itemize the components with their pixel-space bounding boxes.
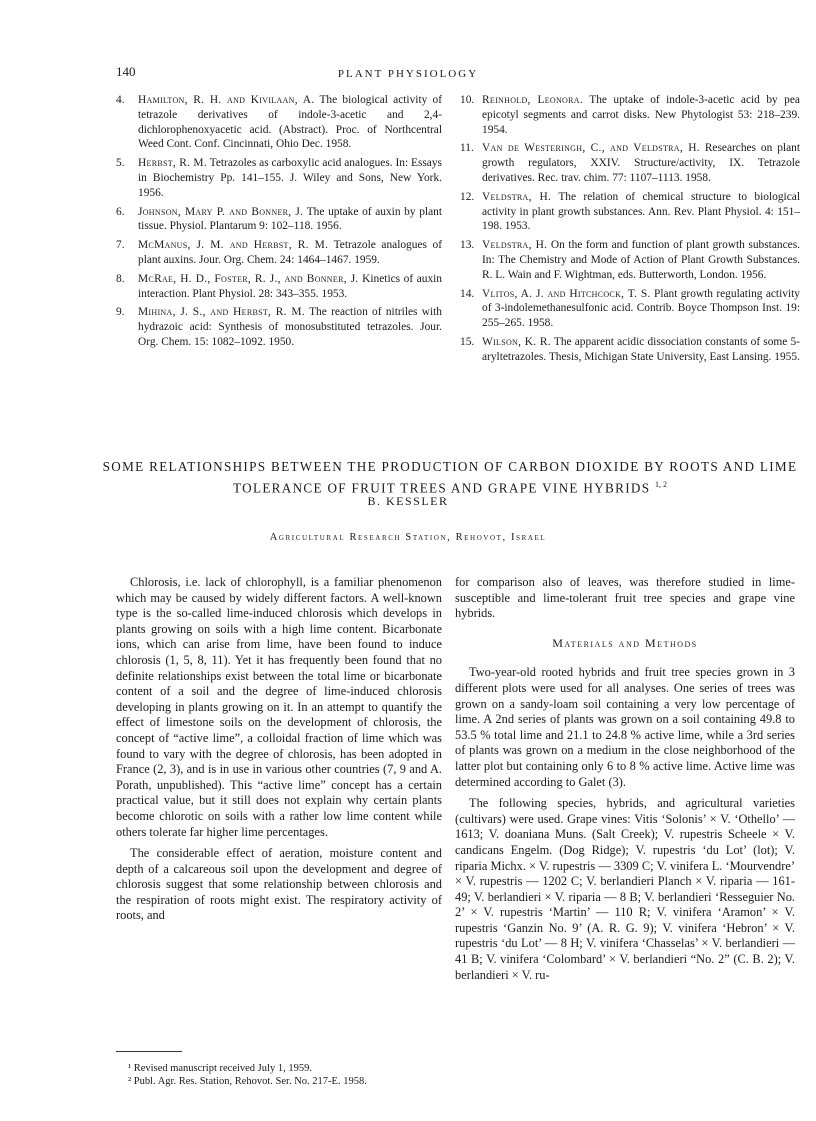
- reference-number: 13.: [460, 239, 475, 252]
- reference-item: [460, 93, 800, 137]
- reference-item: [116, 238, 442, 268]
- reference-text: Tetrazole analogues of plant auxins. Jour. Org. Chem. 24: 1464–1467. 1959.: [138, 239, 442, 266]
- reference-authors: Hamilton, R. H. and Kivilaan, A.: [138, 94, 315, 106]
- body-left-column: [116, 575, 442, 930]
- intro-paragraph-2: The considerable effect of aeration, moisture content and depth of a calcareous soil upon the development and degree of chlorosis suggest that some relationship between chlorosis and the respiration of roots might exist. The respiratory activity of roots, and: [116, 846, 442, 923]
- reference-text: The relation of chemical structure to biological activity in plant growth substances. Ann. Rev. Plant Physiol. 4: 151–198. 1953.: [482, 190, 800, 233]
- reference-text: The reaction of nitriles with hydrazoic acid: Synthesis of monosubstituted tetrazoles. Jour. Org. Chem. 15: 1082–1092. 1950.: [138, 306, 443, 348]
- reference-text: Researches on plant growth regulators, XXIV. Structure/activity, IX. Tetrazole derivatives. Rec. trav. chim. 77: 1107–1113. 1958.: [482, 142, 800, 184]
- reference-item: [460, 141, 800, 185]
- reference-text: The biological activity of tetrazole derivatives of indole-3-acetic and 2,4-dichlorophenoxyacetic acid. (Abstract). Proc. of Northcentral Weed Cont. Conf. Cincinnati, Ohio Dec. 1958.: [138, 94, 442, 151]
- reference-number: 10.: [460, 94, 475, 106]
- footnotes: [116, 1062, 442, 1088]
- reference-authors: Mihina, J. S., and Herbst, R. M.: [138, 306, 305, 319]
- methods-heading: Materials and Methods: [552, 635, 698, 650]
- reference-number: 15.: [460, 335, 475, 348]
- reference-item: [116, 272, 442, 302]
- reference-authors: Johnson, Mary P. and Bonner, J.: [138, 205, 304, 218]
- page-number: 140: [116, 64, 136, 79]
- reference-item: [460, 335, 800, 365]
- reference-item: [460, 190, 800, 234]
- reference-authors: Van de Westeringh, C., and Veldstra, H.: [482, 142, 700, 155]
- methods-paragraph-2: The following species, hybrids, and agricultural varieties (cultivars) were used. Grape vines: Vitis ‘Solonis’ × V. ‘Othello’ — 1613; V. doaniana Muns. (Salt Creek); V. rupestris Scheele × V. candicans Engelm. (Dog Ridge); V. rupestris ‘du Lot’ (lot); V. riparia Michx. × V. rupestris — 3309 C; V. vinifera L. ‘Mourvendre’ × V. rupestris — 1202 C; V. berlandieri Planch × V. riparia — 161-49; V. berlandieri × V. riparia — 8 B; V. berlandieri ‘Resseguier No. 2’ × V. rupestris ‘Martin’ — 110 R; V. vinifera ‘Aramon’ × V. rupestris ‘Ganzin No. 9’ (A. R. G. 9); V. vinifera ‘Hebron’ × V. rupestris ‘du Lot’ — 8 H; V. vinifera ‘Chasselas’ × V. berlandieri — 41 B; V. vinifera ‘Colombard’ × V. berlandieri “No. 2” (C. B. 2); V. berlandieri × V. ru-: [455, 796, 795, 982]
- reference-item: [116, 93, 442, 152]
- article-title-text: SOME RELATIONSHIPS BETWEEN THE PRODUCTION OF CARBON DIOXIDE BY ROOTS AND LIME TOLERANCE OF FRUIT TREES AND GRAPE VINE HYBRIDS: [102, 459, 798, 496]
- reference-text: Plant growth regulating activity of 3-indolemethanesulfonic acid. Contrib. Boyce Thompson Inst. 19: 255–265. 1958.: [482, 287, 800, 330]
- footnote-divider: [116, 1051, 182, 1052]
- article-affiliation: Agricultural Research Station, Rehovot, Israel: [269, 532, 547, 543]
- reference-text: Kinetics of auxin interaction. Plant Physiol. 28: 343–355. 1953.: [138, 272, 442, 300]
- reference-number: 4.: [116, 94, 125, 106]
- reference-number: 7.: [116, 239, 125, 252]
- reference-authors: Veldstra, H.: [482, 190, 552, 203]
- reference-number: 6.: [116, 205, 125, 218]
- reference-number: 5.: [116, 157, 125, 170]
- reference-number: 14.: [460, 287, 475, 300]
- intro-paragraph-2-continued: for comparison also of leaves, was therefore studied in lime-susceptible and lime-tolerant fruit tree species and grape vine hybrids.: [455, 575, 795, 621]
- reference-number: 9.: [116, 306, 125, 319]
- reference-authors: Wilson, K. R.: [482, 335, 551, 348]
- reference-item: [116, 205, 442, 235]
- reference-authors: Reinhold, Leonora.: [482, 94, 583, 106]
- reference-text: The apparent acidic dissociation constants of some 5-aryltetrazoles. Thesis, Michigan State University, East Lansing. 1955.: [482, 335, 800, 363]
- reference-number: 8.: [116, 272, 125, 285]
- body-right-column: [455, 575, 795, 989]
- reference-item: [116, 156, 442, 200]
- reference-item: [460, 287, 800, 331]
- reference-item: [116, 305, 442, 349]
- references-right-column: [460, 93, 800, 369]
- reference-text: The uptake of indole-3-acetic acid by pea epicotyl segments and carrot disks. New Phytologist 53: 218–239. 1954.: [482, 94, 800, 136]
- reference-authors: McRae, H. D., Foster, R. J., and Bonner, J.: [138, 272, 359, 285]
- article-title: [100, 458, 800, 497]
- reference-text: On the form and function of plant growth substances. In: The Chemistry and Mode of Action of Plant Growth Substances. R. L. Wain and F. Wightman, eds. Butterworth, London. 1956.: [482, 239, 800, 281]
- reference-number: 11.: [460, 142, 474, 155]
- reference-text: Tetrazoles as carboxylic acid analogues. In: Essays in Biochemistry Pp. 141–155. J. Wiley and Sons, New York. 1956.: [138, 157, 442, 199]
- methods-paragraph-1: Two-year-old rooted hybrids and fruit tree species grown in 3 different plots were used for all analyses. One series of trees was grown on a sandy-loam soil containing a very low percentage of lime. A 2nd series of plants was grown on a soil containing 49.8 to 53.5 % total lime and 21.1 to 24.8 % active lime, while a 3rd series of plants was grown on a medium in the close neighborhood of the latter plot but containing only 6 to 8 % active lime. Active lime was determined according to Galet (3).: [455, 665, 795, 789]
- references-left-column: [116, 93, 442, 354]
- reference-authors: Herbst, R. M.: [138, 157, 207, 170]
- running-head: PLANT PHYSIOLOGY: [337, 68, 479, 80]
- intro-paragraph-1: Chlorosis, i.e. lack of chlorophyll, is a familiar phenomenon which may be caused by widely different factors. A well-known type is the so-called lime-induced chlorosis which develops in plants growing on soils with a high lime content. Bicarbonate ions, which can arise from lime, have been found to induce chlorosis (1, 5, 8, 11). Yet it has frequently been found that no definite relationships exist between the total lime or bicarbonate content of a soil and the degree of lime-induced chlorosis developing in plants growing on it. In an attempt to quantify the effect of limestone soils on the development of chlorosis, the concept of “active lime”, a colloidal fraction of lime which was found to vary with the degree of chlorosis, has been adopted in France (2, 3), and is in use in various other countries (7, 9 and A. Porath, unpublished). This “active lime” concept has a certain practical value, but it still does not explain why certain plants become chlorotic on soils with a rather low lime content while others tolerate far higher lime percentages.: [116, 575, 442, 839]
- reference-number: 12.: [460, 190, 475, 203]
- footnote-2: ² Publ. Agr. Res. Station, Rehovot. Ser. No. 217-E. 1958.: [128, 1076, 367, 1087]
- title-footnote-marks: 1, 2: [654, 480, 667, 489]
- reference-item: [460, 238, 800, 282]
- reference-text: The uptake of auxin by plant tissue. Physiol. Plantarum 9: 102–118. 1956.: [138, 205, 442, 233]
- reference-authors: McManus, J. M. and Herbst, R. M.: [138, 239, 329, 252]
- article-author: B. KESSLER: [367, 494, 449, 508]
- footnote-1: ¹ Revised manuscript received July 1, 1959.: [128, 1063, 312, 1074]
- reference-authors: Veldstra, H.: [482, 239, 548, 252]
- reference-authors: Vlitos, A. J. and Hitchcock, T. S.: [482, 287, 651, 300]
